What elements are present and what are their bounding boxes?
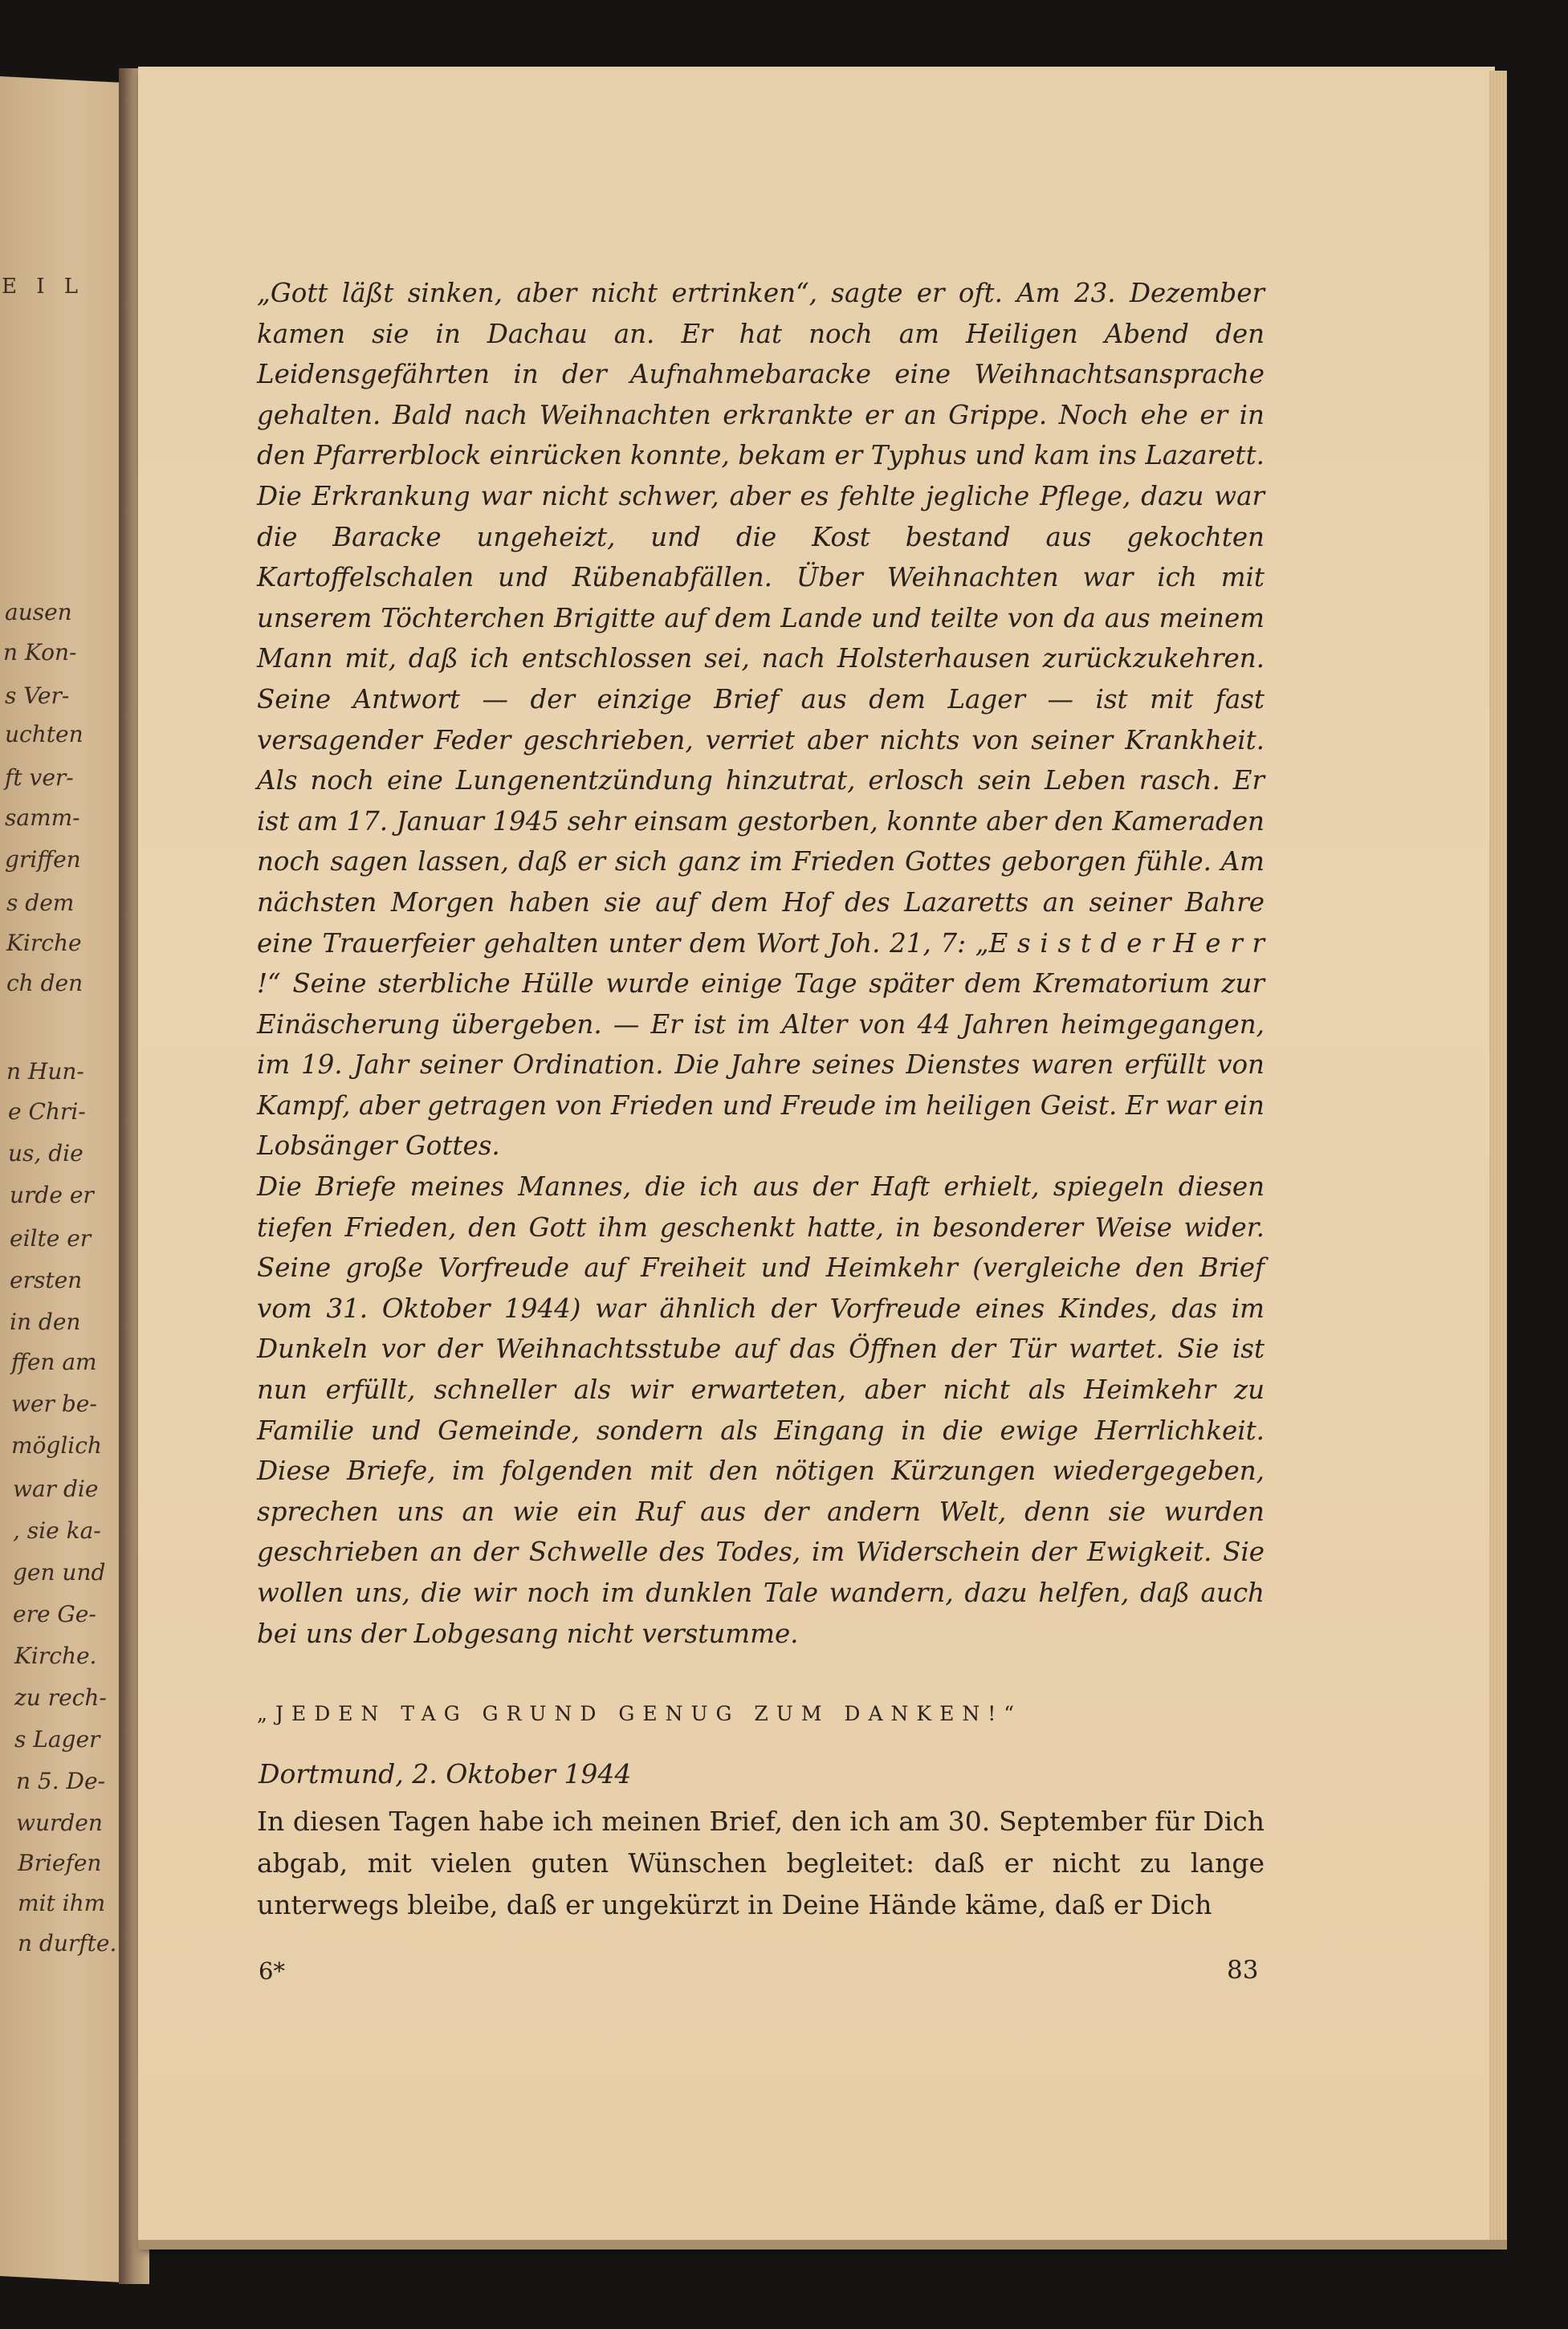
- left-fragment: mit ihm: [18, 1890, 106, 1916]
- left-fragment: ffen am: [11, 1349, 97, 1375]
- page-number: 83: [1227, 1956, 1259, 1985]
- paragraph-1: „Gott läßt sinken, aber nicht ertrinken“, sagte er oft. Am 23. Dezember kamen sie in Dachau an. Er hat noch am Heiligen Abend den Leidensgefährten in der Aufnahmebaracke eine Weihnachtsansprache gehalten. Bald nach Weihnachten erkrankte er an Grippe. Noch ehe er in den Pfarrerblock einrücken konnte, bekam er Typhus und kam ins Lazarett. Die Erkrankung war nicht schwer, aber es fehlte jegliche Pflege, dazu war die Baracke ungeheizt, und die Kost bestand aus gekochten Kartoffelschalen und Rübenabfällen. Über Weihnachten war ich mit unserem Töchterchen Brigitte auf dem Lande und teilte von da aus meinem Mann mit, daß ich entschlossen sei, nach Holsterhausen zurückzukehren. Seine Antwort — der einzige Brief aus dem Lager — ist mit fast versagender Feder geschrieben, verriet aber nichts von seiner Krankheit. Als noch eine Lungenentzündung hinzutrat, erlosch sein Leben rasch. Er ist am 17. Januar 1945 sehr einsam gestorben, konnte aber den Kameraden noch sagen lassen, daß er sich ganz im Frieden Gottes geborgen fühle. Am nächsten Morgen haben sie auf dem Hof des Lazaretts an seiner Bahre eine Trauerfeier gehalten unter dem Wort Joh. 21, 7: „E s i s t d e r H e r r !“ Seine sterbliche Hülle wurde einige Tage später dem Krematorium zur Einäscherung übergeben. — Er ist im Alter von 44 Jahren heimgegangen, im 19. Jahr seiner Ordination. Die Jahre seines Dienstes waren erfüllt von Kampf, aber getragen von Frieden und Freude im heiligen Geist. Er war ein Lobsänger Gottes.: [257, 278, 1265, 1162]
- left-fragment: uchten: [5, 721, 83, 747]
- left-fragment: e Chri-: [8, 1098, 86, 1125]
- left-fragment: griffen: [5, 846, 81, 873]
- left-fragment: ausen: [5, 599, 72, 625]
- paragraph-2: Die Briefe meines Mannes, die ich aus der Haft erhielt, spiegeln diesen tiefen Frieden, den Gott ihm geschenkt hatte, in besonderer Weise wider. Seine große Vorfreude auf Freiheit und Heimkehr (vergleiche den Brief vom 31. Oktober 1944) war ähnlich der Vorfreude eines Kindes, das im Dunkeln vor der Weihnachtsstube auf das Öffnen der Tür wartet. Sie ist nun erfüllt, schneller als wir erwarteten, aber nicht als Heimkehr zu Familie und Gemeinde, sondern als Eingang in die ewige Herrlichkeit. Diese Briefe, im folgenden mit den nötigen Kürzungen wiedergegeben, sprechen uns an wie ein Ruf aus der andern Welt, denn sie wurden geschrieben an der Schwelle des Todes, im Widerschein der Ewigkeit. Sie wollen uns, die wir noch im dunklen Tale wandern, dazu helfen, daß auch bei uns der Lobgesang nicht verstumme.: [257, 1171, 1265, 1649]
- letter-date-line: Dortmund, 2. Oktober 1944: [259, 1758, 632, 1790]
- left-fragment: Kirche: [6, 930, 82, 956]
- left-fragment: in den: [10, 1309, 81, 1335]
- left-fragment: n 5. De-: [16, 1768, 106, 1794]
- left-page-header-fragment: E I L: [2, 275, 85, 299]
- left-fragment: n Hun-: [6, 1058, 84, 1085]
- left-fragment: ft ver-: [5, 764, 74, 791]
- left-fragment: s dem: [6, 890, 75, 916]
- left-fragment: ere Ge-: [13, 1601, 96, 1627]
- letter-paragraph: In diesen Tagen habe ich meinen Brief, den ich am 30. September für Dich abgab, mit vielen guten Wünschen begleitet: daß er nicht zu lange unterwegs bleibe, daß er ungekürzt in Deine Hände käme, daß er Dich: [257, 1806, 1265, 1920]
- left-fragment: us, die: [8, 1140, 83, 1167]
- letter-heading: „JEDEN TAG GRUND GENUG ZUM DANKEN!“: [257, 1702, 1023, 1725]
- left-fragment: s Ver-: [5, 682, 70, 709]
- left-fragment: , sie ka-: [13, 1517, 101, 1544]
- left-fragment: Briefen: [18, 1850, 102, 1876]
- letter-text: [257, 1801, 1265, 1926]
- left-fragment: möglich: [11, 1432, 102, 1459]
- left-fragment: Kirche.: [14, 1643, 97, 1669]
- left-page-text-fragments: [0, 0, 135, 2329]
- left-fragment: samm-: [5, 804, 80, 831]
- page-bottom-edge: [138, 2240, 1507, 2250]
- left-fragment: ersten: [10, 1267, 83, 1293]
- left-fragment: urde er: [10, 1182, 94, 1208]
- left-fragment: gen und: [13, 1559, 106, 1586]
- left-fragment: ch den: [6, 970, 83, 996]
- left-fragment: eilte er: [10, 1225, 92, 1252]
- left-fragment: zu rech-: [14, 1684, 107, 1711]
- left-fragment: wer be-: [11, 1390, 97, 1417]
- left-fragment: war die: [13, 1476, 99, 1502]
- page-edges: [1489, 71, 1507, 2242]
- left-fragment: n durfte.: [18, 1930, 117, 1956]
- left-fragment: wurden: [16, 1810, 103, 1836]
- left-fragment: n Kon-: [3, 639, 77, 666]
- left-fragment: s Lager: [14, 1726, 100, 1753]
- signature-mark: 6*: [259, 1957, 285, 1985]
- main-text-block: [257, 273, 1265, 1654]
